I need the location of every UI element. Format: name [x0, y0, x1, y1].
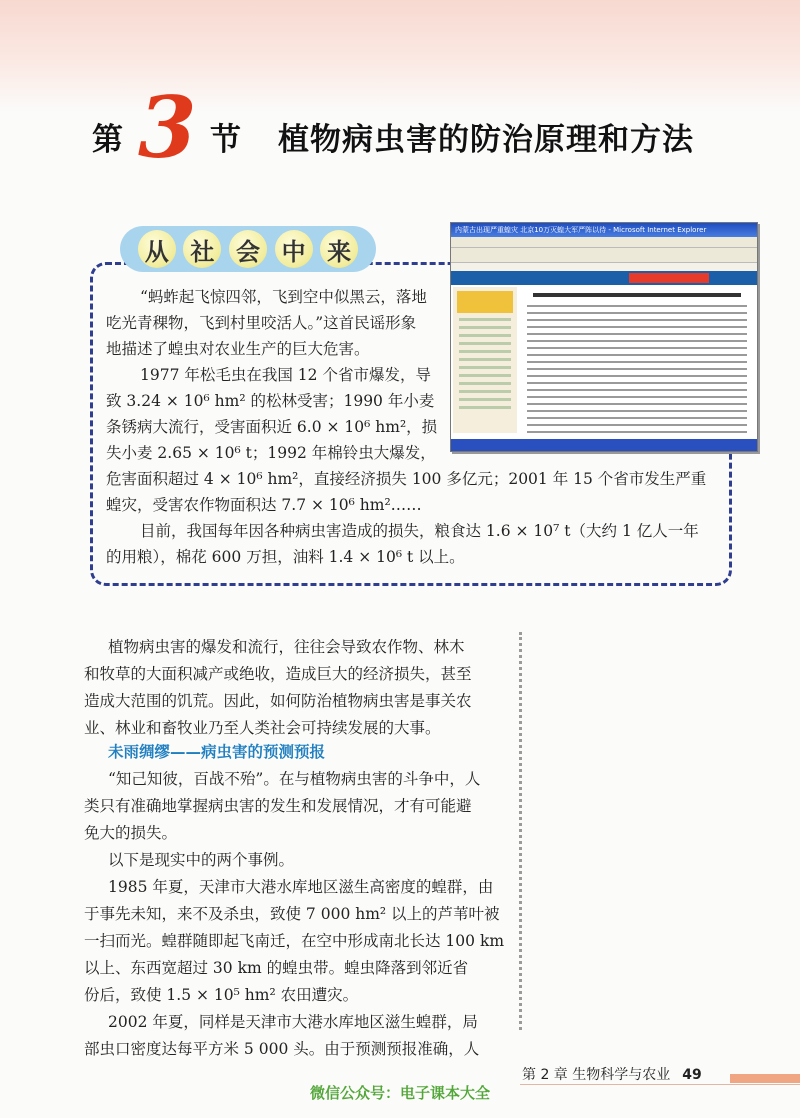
body-text-line: 份后，致使 1.5 × 10⁵ hm² 农田遭灾。	[84, 986, 359, 1004]
watermark: 微信公众号：电子课本大全	[309, 1084, 490, 1102]
browser-screenshot-image	[450, 222, 758, 452]
body-text-line: 一扫而光。蝗群随即起飞南迁，在空中形成南北长达 100 km	[84, 932, 505, 950]
box-text-line: 目前，我国每年因各种病虫害造成的损失，粮食达 1.6 × 10⁷ t（大约 1 亿人一年	[140, 522, 699, 540]
body-text-line: 免大的损失。	[84, 824, 178, 842]
box-text-line: 失小麦 2.65 × 10⁶ t；1992 年棉铃虫大爆发，	[106, 444, 436, 462]
box-text-line: 1977 年松毛虫在我国 12 个省市爆发，导	[140, 366, 431, 384]
body-text-line: 部虫口密度达每平方米 5 000 头。由于预测预报准确，人	[84, 1040, 480, 1058]
from-society-heading	[120, 226, 376, 272]
site-article	[523, 287, 751, 433]
heading-char: 社	[183, 230, 221, 268]
box-text-line: 条锈病大流行，受害面积近 6.0 × 10⁶ hm²，损	[106, 418, 438, 436]
body-text-line: 业、林业和畜牧业乃至人类社会可持续发展的大事。	[84, 719, 441, 737]
browser-menu-bar	[451, 237, 757, 248]
heading-char: 来	[320, 230, 358, 268]
body-text-line: 类只有准确地掌握病虫害的发生和发展情况，才有可能避	[84, 797, 472, 815]
heading-char: 中	[275, 230, 313, 268]
body-text-line: 以下是现实中的两个事例。	[108, 851, 295, 869]
body-text-line: 和牧草的大面积减产或绝收，造成巨大的经济损失，甚至	[84, 665, 472, 683]
site-sidebar	[453, 287, 517, 433]
body-text-line: 1985 年夏，天津市大港水库地区滋生高密度的蝗群，由	[108, 878, 494, 896]
box-text-line: 致 3.24 × 10⁶ hm² 的松林受害；1990 年小麦	[106, 392, 435, 410]
browser-taskbar	[451, 439, 757, 451]
margin-divider	[519, 632, 522, 1030]
body-text-line: 以上、东西宽超过 30 km 的蝗虫带。蝗虫降落到邻近省	[84, 959, 469, 977]
title-suffix: 节	[210, 122, 242, 158]
box-text-line: 地描述了蝗虫对农业生产的巨大危害。	[106, 340, 370, 358]
page-footer	[522, 1064, 702, 1084]
section-number: 3	[138, 78, 197, 177]
box-text-line: 的用粮），棉花 600 万担，油料 1.4 × 10⁶ t 以上。	[106, 548, 465, 566]
box-text-line: 危害面积超过 4 × 10⁶ hm²，直接经济损失 100 多亿元；2001 年 15 个省市发生严重	[106, 470, 707, 488]
heading-char: 从	[138, 230, 176, 268]
body-text-line: 造成大范围的饥荒。因此，如何防治植物病虫害是事关农	[84, 692, 472, 710]
title-prefix: 第	[92, 122, 124, 158]
body-text-line: 2002 年夏，同样是天津市大港水库地区滋生蝗群，局	[108, 1013, 478, 1031]
section-title	[92, 78, 792, 182]
box-text-line: “蚂蚱起飞惊四邻，飞到空中似黑云，落地	[140, 288, 427, 306]
page-number: 49	[682, 1067, 702, 1083]
body-text-line: 于事先未知，来不及杀虫，致使 7 000 hm² 以上的芦苇叶被	[84, 905, 500, 923]
box-text-line: 吃光青稞物，飞到村里咬活人。”这首民谣形象	[106, 314, 417, 332]
heading-char: 会	[229, 230, 267, 268]
section-name: 植物病虫害的防治原理和方法	[278, 122, 694, 158]
subheading: 未雨绸缪——病虫害的预测预报	[108, 743, 326, 761]
body-text-line: “知己知彼，百战不殆”。在与植物病虫害的斗争中，人	[108, 770, 481, 788]
body-text-line: 植物病虫害的爆发和流行，往往会导致农作物、林木	[108, 638, 465, 656]
site-banner	[451, 271, 757, 285]
chapter-label: 第 2 章 生物科学与农业	[522, 1067, 671, 1083]
browser-title-bar: 内蒙古出现严重蝗灾 北京10万灭蝗大军严阵以待 - Microsoft Internet Explorer	[451, 223, 757, 237]
browser-toolbar	[451, 248, 757, 263]
box-text-line: 蝗灾，受害农作物面积达 7.7 × 10⁶ hm²……	[106, 496, 422, 514]
